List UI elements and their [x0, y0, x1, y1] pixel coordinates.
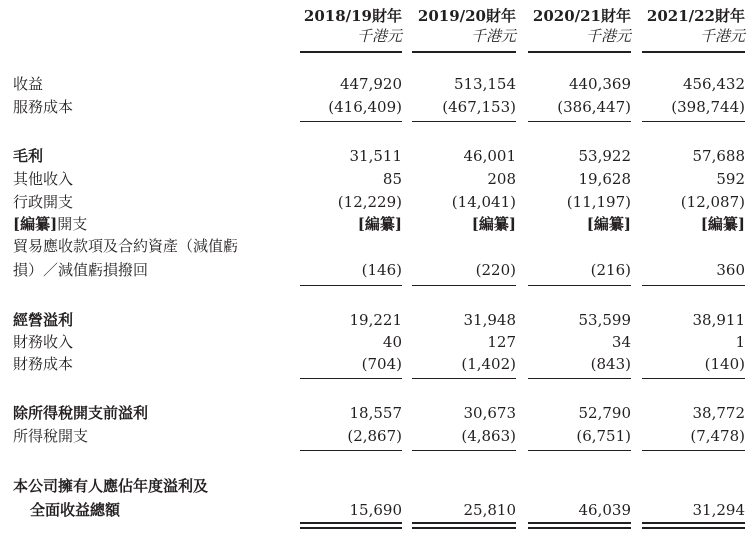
subtotal-rule [300, 121, 402, 122]
subtotal-rule [642, 285, 745, 286]
cell-value: 127 [487, 333, 516, 351]
column-unit: 千港元 [470, 27, 516, 45]
header-rule [642, 51, 745, 53]
row-label: 財務成本 [13, 355, 74, 373]
column-header-2018-19 [300, 6, 402, 50]
subtotal-rule [528, 378, 631, 379]
cell-value: (7,478) [690, 427, 745, 445]
column-year: 2020/21財年 [532, 7, 631, 25]
row-redacted-expenses [0, 213, 753, 235]
column-year: 2019/20財年 [417, 7, 516, 25]
cell-value: 30,673 [463, 404, 516, 422]
cell-value: 18,557 [349, 404, 402, 422]
column-header-2020-21 [528, 6, 631, 50]
cell-value: 31,294 [692, 501, 745, 519]
row-label-line2: 損）／減值虧損撥回 [13, 261, 149, 279]
row-label: 經營溢利 [13, 311, 74, 329]
column-year: 2021/22財年 [646, 7, 745, 25]
subtotal-rule [642, 378, 745, 379]
subtotal-rule [412, 450, 516, 451]
column-unit: 千港元 [699, 27, 745, 45]
double-rule-bottom [642, 527, 745, 529]
row-label-suffix: 開支 [57, 215, 88, 233]
double-rule-bottom [528, 527, 631, 529]
row-label: 除所得稅開支前溢利 [13, 404, 149, 422]
double-rule-top [642, 522, 745, 524]
cell-value: (704) [361, 355, 402, 373]
subtotal-rule [300, 285, 402, 286]
cell-value: (1,402) [461, 355, 516, 373]
cell-value: (11,197) [566, 193, 631, 211]
row-finance-income [0, 331, 753, 353]
row-label-line1: 本公司擁有人應佔年度溢利及 [13, 477, 209, 495]
subtotal-rule [528, 450, 631, 451]
cell-value: (216) [590, 261, 631, 279]
cell-value: 25,810 [463, 501, 516, 519]
cell-value: 31,948 [463, 311, 516, 329]
cell-value: 52,790 [578, 404, 631, 422]
cell-value: (416,409) [328, 98, 402, 116]
row-cost-of-services [0, 96, 753, 118]
cell-value: (2,867) [347, 427, 402, 445]
cell-value: (467,153) [442, 98, 516, 116]
row-label [13, 213, 87, 235]
cell-value: 447,920 [339, 75, 402, 93]
row-operating-profit [0, 309, 753, 331]
cell-value: 38,911 [692, 311, 745, 329]
header-rule [412, 51, 516, 53]
double-rule-bottom [412, 527, 516, 529]
cell-value: [編纂] [471, 215, 516, 233]
cell-value: [編纂] [357, 215, 402, 233]
subtotal-rule [528, 285, 631, 286]
row-admin-expenses [0, 191, 753, 213]
row-impairment [0, 259, 753, 281]
cell-value: 57,688 [692, 147, 745, 165]
row-label: 服務成本 [13, 98, 74, 116]
column-unit: 千港元 [585, 27, 631, 45]
subtotal-rule [528, 121, 631, 122]
row-label: 財務收入 [13, 333, 74, 351]
cell-value: 46,001 [463, 147, 516, 165]
cell-value: (12,229) [337, 193, 402, 211]
cell-value: (398,744) [671, 98, 745, 116]
double-rule-top [300, 522, 402, 524]
cell-value: (386,447) [557, 98, 631, 116]
cell-value: (220) [475, 261, 516, 279]
cell-value: (146) [361, 261, 402, 279]
cell-value: (140) [704, 355, 745, 373]
row-other-income [0, 168, 753, 190]
row-label: 行政開支 [13, 193, 74, 211]
cell-value: 53,599 [578, 311, 631, 329]
cell-value: (843) [590, 355, 631, 373]
row-label: 所得稅開支 [13, 427, 89, 445]
cell-value: [編纂] [586, 215, 631, 233]
cell-value: (4,863) [461, 427, 516, 445]
cell-value: 360 [716, 261, 745, 279]
cell-value: 19,628 [578, 170, 631, 188]
row-label-line2: 全面收益總額 [30, 501, 121, 519]
subtotal-rule [412, 285, 516, 286]
subtotal-rule [300, 450, 402, 451]
cell-value: 85 [382, 170, 402, 188]
cell-value: 38,772 [692, 404, 745, 422]
row-revenue [0, 73, 753, 95]
redacted-marker: [編纂] [13, 215, 58, 233]
double-rule-bottom [300, 527, 402, 529]
cell-value: 208 [487, 170, 516, 188]
row-income-tax [0, 425, 753, 447]
row-profit-before-tax [0, 402, 753, 424]
row-total-income [0, 499, 753, 521]
cell-value: 34 [611, 333, 631, 351]
cell-value: (6,751) [576, 427, 631, 445]
subtotal-rule [412, 121, 516, 122]
cell-value: 31,511 [349, 147, 402, 165]
cell-value: 456,432 [682, 75, 745, 93]
column-year: 2018/19財年 [303, 7, 402, 25]
cell-value: (12,087) [680, 193, 745, 211]
header-rule [528, 51, 631, 53]
column-unit: 千港元 [356, 27, 402, 45]
row-label: 其他收入 [13, 170, 74, 188]
row-label: 毛利 [13, 147, 44, 165]
subtotal-rule [412, 378, 516, 379]
row-finance-costs [0, 353, 753, 375]
cell-value: 19,221 [349, 311, 402, 329]
column-header-2019-20 [412, 6, 516, 50]
column-header-2021-22 [642, 6, 745, 50]
cell-value: [編纂] [700, 215, 745, 233]
subtotal-rule [300, 378, 402, 379]
double-rule-top [412, 522, 516, 524]
row-label-line1: 貿易應收款項及合約資產（減值虧 [13, 237, 239, 255]
row-gross-profit [0, 145, 753, 167]
cell-value: 440,369 [568, 75, 631, 93]
subtotal-rule [642, 450, 745, 451]
cell-value: 40 [382, 333, 402, 351]
row-label: 收益 [13, 75, 44, 93]
cell-value: (14,041) [451, 193, 516, 211]
cell-value: 15,690 [349, 501, 402, 519]
cell-value: 513,154 [453, 75, 516, 93]
cell-value: 46,039 [578, 501, 631, 519]
double-rule-top [528, 522, 631, 524]
cell-value: 1 [735, 333, 745, 351]
header-rule [300, 51, 402, 53]
subtotal-rule [642, 121, 745, 122]
cell-value: 53,922 [578, 147, 631, 165]
cell-value: 592 [716, 170, 745, 188]
